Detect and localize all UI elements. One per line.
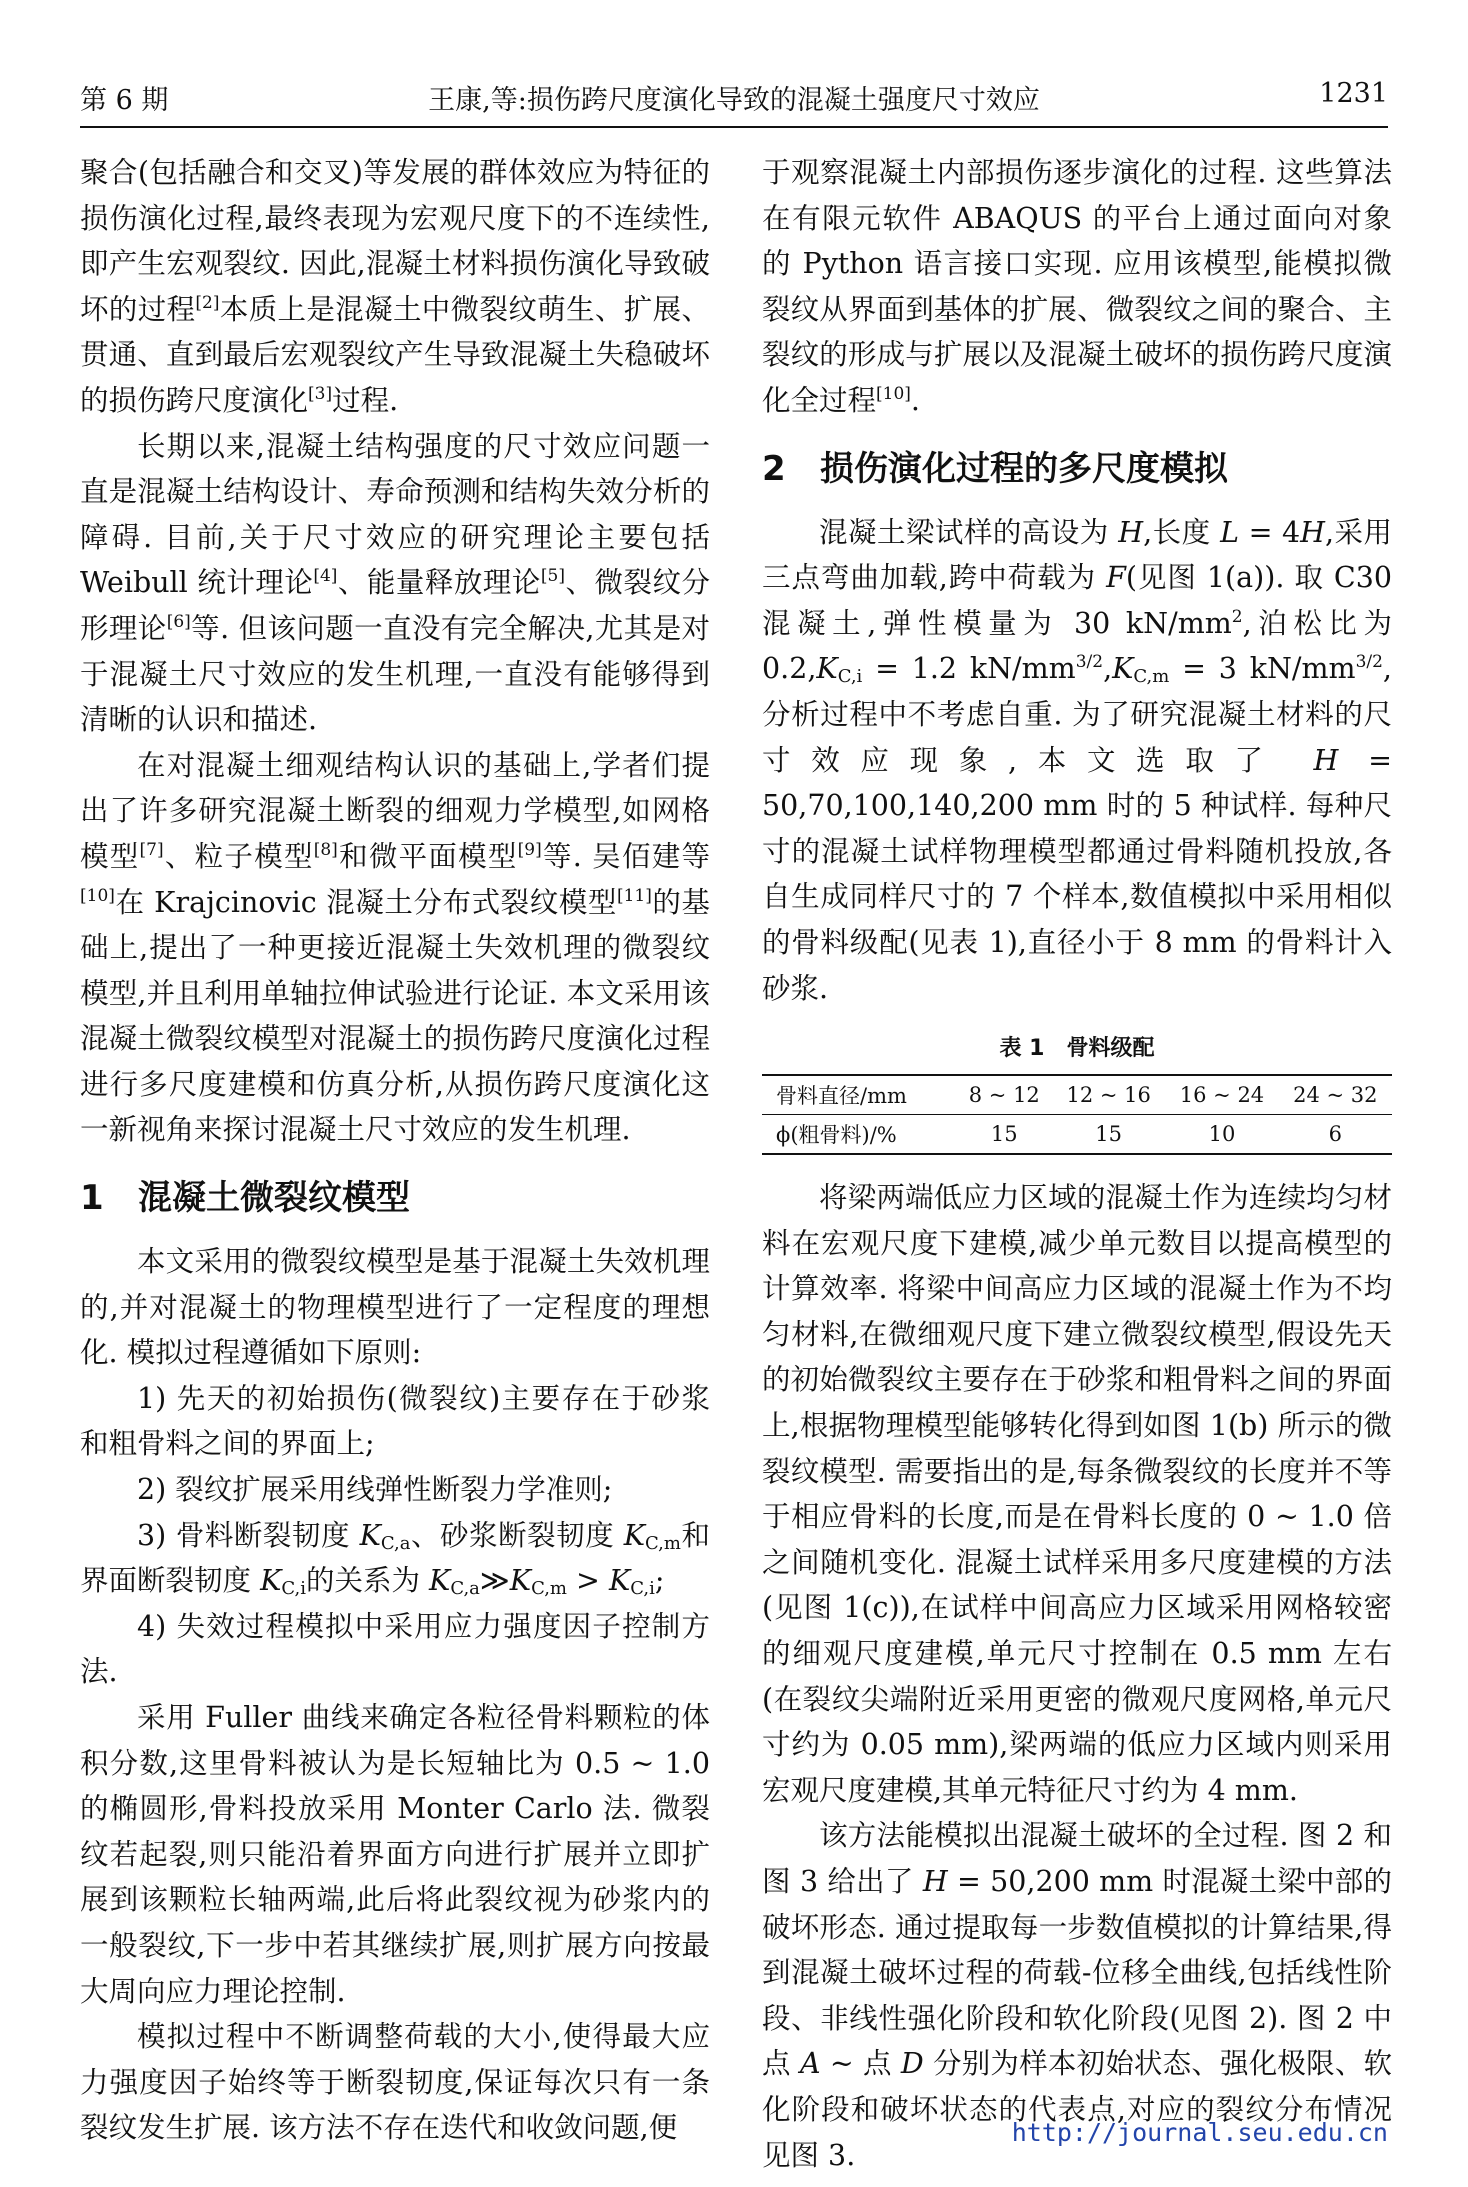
- section-heading-2: 2 损伤演化过程的多尺度模拟: [762, 448, 1228, 489]
- citation: [6]: [166, 611, 191, 632]
- table-cell: 6: [1279, 1115, 1392, 1155]
- table-header-row: [762, 1075, 1392, 1115]
- table-cell: 15: [1052, 1115, 1165, 1155]
- list-item: 1) 先天的初始损伤(微裂纹)主要存在于砂浆和粗骨料之间的界面上;: [80, 1381, 710, 1461]
- running-title: 王康,等:损伤跨尺度演化导致的混凝土强度尺寸效应: [428, 85, 1040, 116]
- aggregate-grading-table: [762, 1074, 1392, 1155]
- left-column: [80, 150, 710, 2151]
- table-cell: 24 ~ 32: [1279, 1075, 1392, 1115]
- table-caption: 表 1 骨料级配: [999, 1036, 1155, 1062]
- citation: [4]: [313, 566, 338, 587]
- paragraph: 本文采用的微裂纹模型是基于混凝土失效机理的,并对混凝土的物理模型进行了一定程度的理想化. 模拟过程遵循如下原则:: [80, 1245, 710, 1370]
- list-item: 3) 骨料断裂韧度 $K_{C,a}$、砂浆断裂韧度 $K_{C,m}$和界面断裂韧度 $K_{C,i}$的关系为 $K_{C,a}≫K_{C,m} > K_{C,i}$;: [80, 1518, 710, 1600]
- table-cell: 12 ~ 16: [1052, 1075, 1165, 1115]
- citation: [5]: [540, 566, 565, 587]
- citation: [2]: [195, 292, 220, 313]
- paragraph: 在对混凝土细观结构认识的基础上,学者们提出了许多研究混凝土断裂的细观力学模型,如网格模型[7]、粒子模型[8]和微平面模型[9]等. 吴佰建等[10]在 Krajcinovic 混凝土分布式裂纹模型[11]的基础上,提出了一种更接近混凝土失效机理的微裂纹模型,并且利用单轴拉伸试验进行论证. 本文采用该混凝土微裂纹模型对混凝土的损伤跨尺度演化过程进行多尺度建模和仿真分析,从损伤跨尺度演化这一新视角来探讨混凝土尺寸效应的发生机理.: [80, 748, 710, 1147]
- paragraph: 该方法能模拟出混凝土破坏的全过程. 图 2 和图 3 给出了 H = 50,200 mm 时混凝土梁中部的破坏形态. 通过提取每一步数值模拟的计算结果,得到混凝土破坏过程的荷载-位移全曲线,包括线性阶段、非线性强化阶段和软化阶段(见图 2). 图 2 中点 A ~ 点 D 分别为样本初始状态、强化极限、软化阶段和破坏状态的代表点,对应的裂纹分布情况见图 3.: [762, 1819, 1393, 2172]
- section-heading-1: 1 混凝土微裂纹模型: [80, 1178, 410, 1219]
- citation: [10]: [876, 383, 911, 404]
- table-cell: 8 ~ 12: [957, 1075, 1052, 1115]
- citation: [10]: [80, 885, 115, 906]
- table-cell: ϕ(粗骨料)/%: [762, 1115, 957, 1155]
- paragraph: 于观察混凝土内部损伤逐步演化的过程. 这些算法在有限元软件 ABAQUS 的平台上通过面向对象的 Python 语言接口实现. 应用该模型,能模拟微裂纹从界面到基体的扩展、微裂纹之间的聚合、主裂纹的形成与扩展以及混凝土破坏的损伤跨尺度演化全过程[10].: [762, 156, 1392, 417]
- page-number: 1231: [1319, 78, 1388, 109]
- table-cell: 15: [957, 1115, 1052, 1155]
- journal-url[interactable]: http://journal.seu.edu.cn: [1011, 2118, 1388, 2147]
- running-header: [80, 70, 1388, 128]
- paragraph: 将梁两端低应力区域的混凝土作为连续均匀材料在宏观尺度下建模,减少单元数目以提高模型的计算效率. 将梁中间高应力区域的混凝土作为不均匀材料,在微细观尺度下建立微裂纹模型,假设先天的初始微裂纹主要存在于砂浆和粗骨料之间的界面上,根据物理模型能够转化得到如图 1(b) 所示的微裂纹模型. 需要指出的是,每条微裂纹的长度并不等于相应骨料的长度,而是在骨料长度的 0 ~ 1.0 倍之间随机变化. 混凝土试样采用多尺度建模的方法(见图 1(c)),在试样中间高应力区域采用网格较密的细观尺度建模,单元尺寸控制在 0.5 mm 左右(在裂纹尖端附近采用更密的微观尺度网格,单元尺寸约为 0.05 mm),梁两端的低应力区域内则采用宏观尺度建模,其单元特征尺寸约为 4 mm.: [762, 1181, 1392, 1807]
- right-column: [762, 150, 1392, 2178]
- list-item: 2) 裂纹扩展采用线弹性断裂力学准则;: [137, 1473, 613, 1507]
- table-row: [762, 1115, 1392, 1155]
- citation: [7]: [139, 839, 164, 860]
- issue-label: 第 6 期: [80, 85, 169, 116]
- citation: [8]: [313, 839, 338, 860]
- citation: [11]: [616, 885, 652, 906]
- table-cell: 16 ~ 24: [1165, 1075, 1278, 1115]
- table-cell: 10: [1165, 1115, 1278, 1155]
- paragraph: 采用 Fuller 曲线来确定各粒径骨料颗粒的体积分数,这里骨料被认为是长短轴比为 0.5 ~ 1.0 的椭圆形,骨料投放采用 Monter Carlo 法. 微裂纹若起裂,则只能沿着界面方向进行扩展并立即扩展到该颗粒长轴两端,此后将此裂纹视为砂浆内的一般裂纹,下一步中若其继续扩展,则扩展方向按最大周向应力理论控制.: [80, 1701, 710, 2008]
- paragraph: 模拟过程中不断调整荷载的大小,使得最大应力强度因子始终等于断裂韧度,保证每次只有一条裂纹发生扩展. 该方法不存在迭代和收敛问题,便: [80, 2020, 710, 2145]
- list-item: 4) 失效过程模拟中采用应力强度因子控制方法.: [80, 1609, 710, 1689]
- citation: [3]: [308, 383, 333, 404]
- citation: [9]: [517, 839, 542, 860]
- table-cell: 骨料直径/mm: [762, 1075, 957, 1115]
- paragraph: 长期以来,混凝土结构强度的尺寸效应问题一直是混凝土结构设计、寿命预测和结构失效分析的障碍. 目前,关于尺寸效应的研究理论主要包括 Weibull 统计理论[4]、能量释放理论[5]、微裂纹分形理论[6]等. 但该问题一直没有完全解决,尤其是对于混凝土尺寸效应的发生机理,一直没有能够得到清晰的认识和描述.: [80, 429, 710, 737]
- paragraph: 混凝土梁试样的高设为 H,长度 L = 4H,采用三点弯曲加载,跨中荷载为 F(见图 1(a)). 取 C30 混凝土,弹性模量为 30 $kN/mm^2$,泊松比为 $0.2,K_{C,i} = 1.2$ $kN/mm^{3/2},K_{C,m} = 3$ $kN/mm^{3/2}$,分析过程中不考虑自重. 为了研究混凝土材料的尺寸效应现象,本文选取了 H = 50,70,100,140,200 mm 时的 5 种试样. 每种尺寸的混凝土试样物理模型都通过骨料随机投放,各自生成同样尺寸的 7 个样本,数值模拟中采用相似的骨料级配(见表 1),直径小于 8 mm 的骨料计入砂浆.: [762, 515, 1393, 1005]
- paragraph: 聚合(包括融合和交叉)等发展的群体效应为特征的损伤演化过程,最终表现为宏观尺度下的不连续性,即产生宏观裂纹. 因此,混凝土材料损伤演化导致破坏的过程[2]本质上是混凝土中微裂纹萌生、扩展、贯通、直到最后宏观裂纹产生导致混凝土失稳破坏的损伤跨尺度演化[3]过程.: [80, 156, 710, 417]
